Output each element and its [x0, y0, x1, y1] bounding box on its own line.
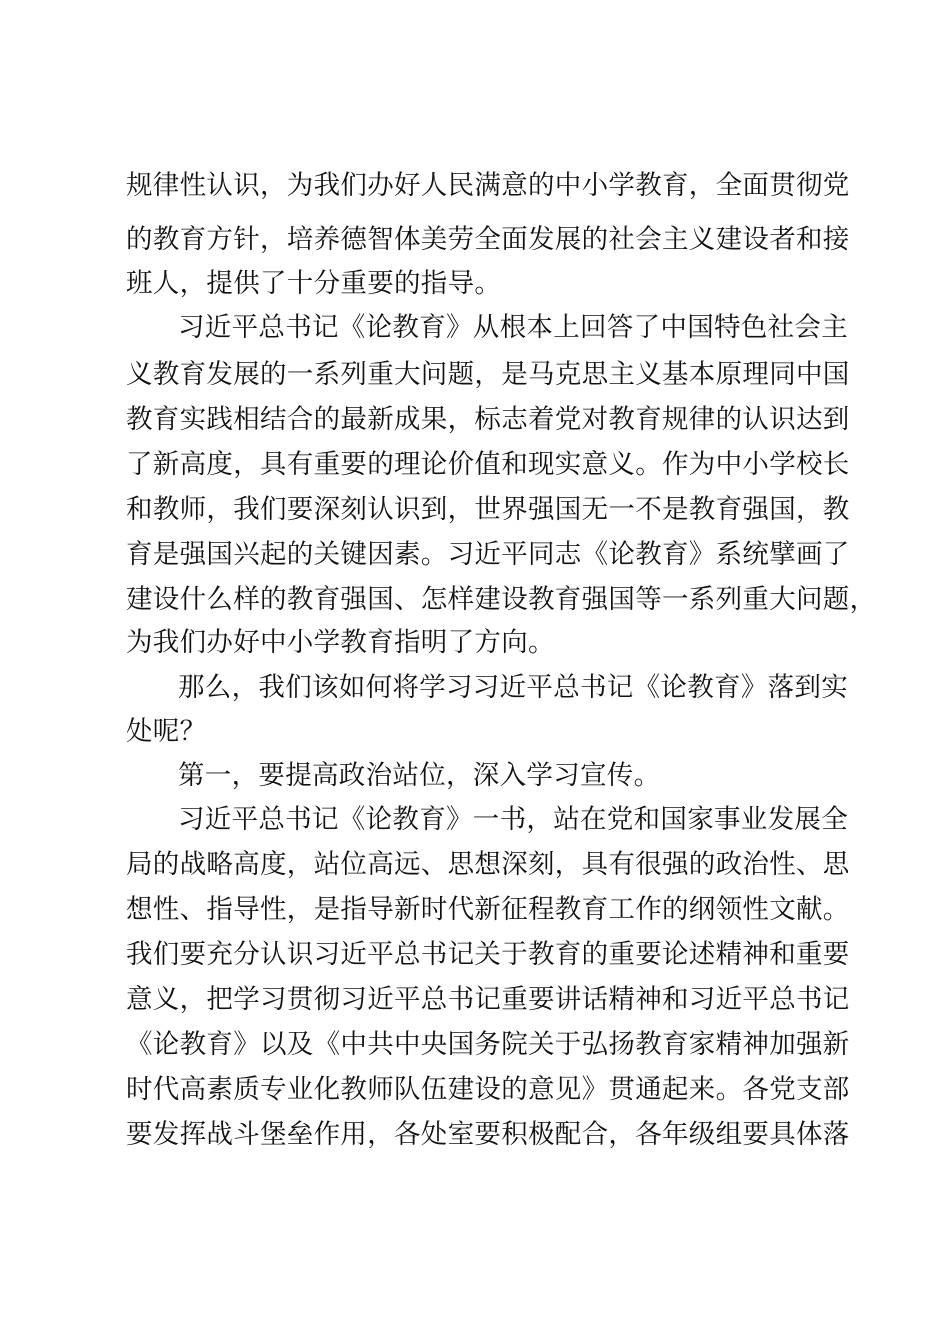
- text-line-17: 想性、指导性，是指导新时代新征程教育工作的纲领性文献。: [126, 894, 850, 925]
- text-line-12: 那么，我们该如何将学习习近平总书记《论教育》落到实: [178, 672, 848, 703]
- text-line-13: 处呢？: [126, 716, 207, 747]
- text-line-10: 建设什么样的教育强国、怎样建设教育强国等一系列重大问题，: [126, 584, 877, 615]
- text-line-4: 习近平总书记《论教育》从根本上回答了中国特色社会主: [178, 312, 848, 343]
- text-line-9: 育是强国兴起的关键因素。习近平同志《论教育》系统擘画了: [126, 539, 850, 570]
- text-line-8: 和教师，我们要深刻认识到，世界强国无一不是教育强国，教: [126, 494, 850, 525]
- text-line-5: 义教育发展的一系列重大问题，是马克思主义基本原理同中国: [126, 359, 850, 390]
- text-line-22: 要发挥战斗堡垒作用，各处室要积极配合，各年级组要具体落: [126, 1119, 850, 1150]
- text-line-1: 规律性认识，为我们办好人民满意的中小学教育，全面贯彻党: [126, 170, 850, 201]
- text-line-16: 局的战略高度，站位高远、思想深刻，具有很强的政治性、思: [126, 849, 850, 880]
- text-line-20: 《论教育》以及《中共中央国务院关于弘扬教育家精神加强新: [126, 1029, 850, 1060]
- text-line-21: 时代高素质专业化教师队伍建设的意见》贯通起来。各党支部: [126, 1074, 850, 1105]
- text-line-14: 第一，要提高政治站位，深入学习宣传。: [178, 760, 661, 791]
- text-line-18: 我们要充分认识习近平总书记关于教育的重要论述精神和重要: [126, 939, 850, 970]
- text-line-7: 了新高度，具有重要的理论价值和现实意义。作为中小学校长: [126, 449, 850, 480]
- text-line-11: 为我们办好中小学教育指明了方向。: [126, 627, 555, 658]
- text-line-19: 意义，把学习贯彻习近平总书记重要讲话精神和习近平总书记: [126, 984, 850, 1015]
- text-line-2: 的教育方针，培养德智体美劳全面发展的社会主义建设者和接: [126, 224, 850, 255]
- text-line-3: 班人，提供了十分重要的指导。: [126, 268, 502, 299]
- text-line-6: 教育实践相结合的最新成果，标志着党对教育规律的认识达到: [126, 404, 850, 435]
- text-line-15: 习近平总书记《论教育》一书，站在党和国家事业发展全: [178, 804, 848, 835]
